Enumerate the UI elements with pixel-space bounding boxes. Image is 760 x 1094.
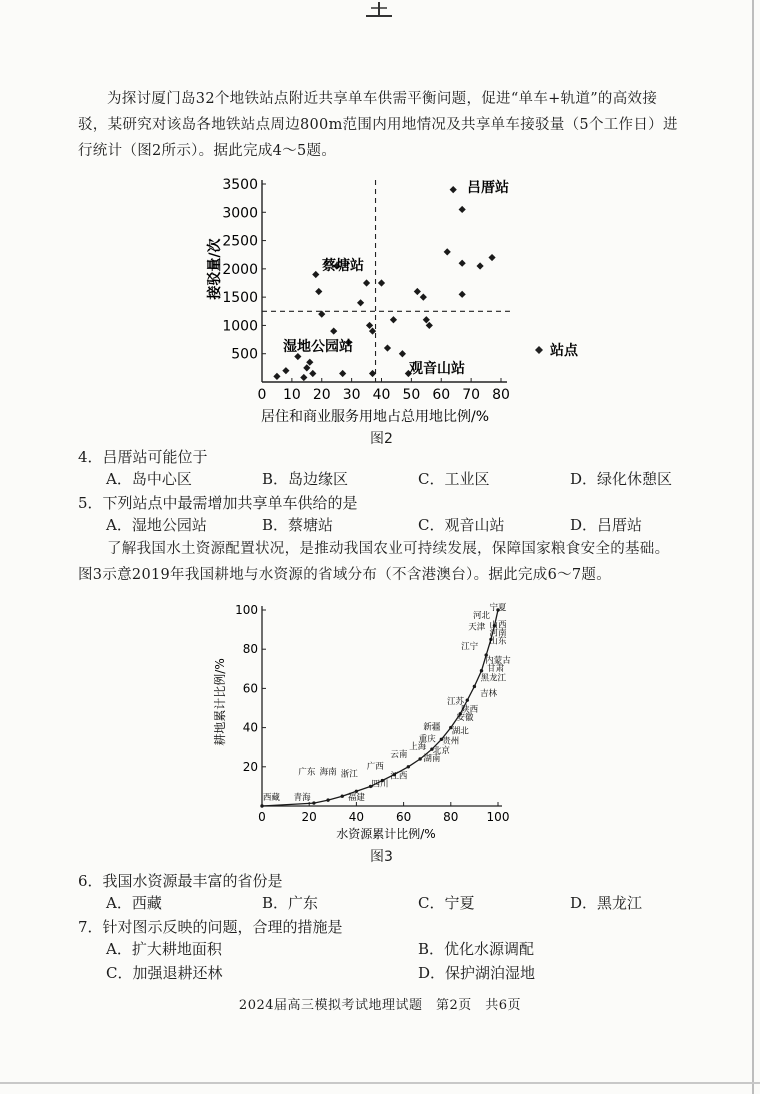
question-4-option-d[interactable]: D．绿化休憩区 (570, 470, 673, 488)
province-label: 青海 (293, 793, 311, 804)
y-tick-label: 80 (242, 642, 258, 657)
province-label: 贵州 (442, 736, 460, 747)
question-4-option-b[interactable]: B．岛边缘区 (262, 470, 349, 488)
scatter-point (459, 291, 466, 298)
y-tick-label: 60 (242, 681, 258, 696)
x-tick-label: 80 (443, 810, 459, 824)
province-label: 湖南 (423, 753, 441, 764)
scatter-point (426, 322, 433, 329)
scatter-point (309, 370, 316, 377)
scatter-point (414, 288, 421, 295)
scatter-point (366, 322, 373, 329)
scatter-point (420, 294, 427, 301)
x-tick-label: 50 (402, 387, 421, 403)
province-label: 新疆 (423, 722, 441, 733)
y-axis-label: 耕地累计比例/% (213, 658, 227, 746)
y-tick-label: 40 (242, 720, 258, 735)
scatter-point (300, 374, 307, 381)
y-tick-label: 500 (231, 346, 258, 363)
y-tick-label: 3000 (222, 205, 258, 222)
province-label: 黑龙江 (480, 673, 507, 684)
x-tick-label: 60 (432, 387, 451, 403)
province-label: 广东 (298, 767, 316, 778)
y-tick-label: 1500 (222, 290, 258, 307)
question-5-option-a[interactable]: A．湿地公园站 (106, 516, 207, 534)
y-tick-label: 2500 (222, 233, 258, 250)
province-label: 内蒙古 (485, 655, 511, 666)
scan-edge-bottom (0, 1082, 760, 1084)
question-6-option-b[interactable]: B．广东 (262, 894, 319, 912)
province-label: 山东 (489, 636, 507, 647)
province-label: 福建 (347, 793, 365, 804)
scatter-point (312, 271, 319, 278)
scatter-point (306, 359, 313, 366)
question-7-option-a[interactable]: A．扩大耕地面积 (106, 940, 222, 958)
y-axis-label: 接驳量/次 (207, 238, 223, 300)
x-tick-label: 10 (282, 387, 301, 403)
y-tick-label: 1000 (222, 318, 258, 335)
curve-point (473, 685, 476, 688)
curve-point (341, 795, 344, 798)
question-7-option-d[interactable]: D．保护湖泊湿地 (418, 964, 536, 982)
province-label: 河南 (489, 628, 507, 639)
x-tick-label: 20 (301, 810, 317, 824)
x-tick-label: 40 (372, 387, 391, 403)
province-label: 江宁 (461, 642, 479, 653)
x-tick-label: 0 (258, 810, 266, 824)
figure-2-caption: 图2 (370, 431, 393, 447)
page-footer: 2024届高三模拟考试地理试题 第2页 共6页 (238, 998, 522, 1013)
province-label: 上海 (409, 742, 427, 753)
scatter-point (459, 260, 466, 267)
province-label: 广西 (366, 761, 384, 772)
x-tick-label: 40 (348, 810, 365, 824)
question-4-option-c[interactable]: C．工业区 (418, 470, 490, 488)
scatter-point (378, 279, 385, 286)
province-label: 吉林 (480, 689, 498, 700)
curve-point (260, 804, 263, 807)
province-label: 河北 (472, 610, 490, 621)
question-7-option-c[interactable]: C．加强退耕还林 (106, 964, 223, 982)
province-label: 宁夏 (489, 603, 507, 613)
x-tick-label: 80 (492, 387, 510, 403)
scatter-point (488, 254, 495, 261)
scatter-point (339, 370, 346, 377)
y-tick-label: 3500 (222, 177, 258, 193)
province-label: 重庆 (418, 734, 436, 745)
label-lvcuo: 吕厝站 (467, 180, 509, 196)
question-4-stem: 4．吕厝站可能位于 (78, 448, 208, 466)
scatter-point (444, 248, 451, 255)
scatter-point (423, 316, 430, 323)
scatter-point (384, 344, 391, 351)
curve-point (418, 757, 421, 760)
label-shidi: 湿地公园站 (283, 339, 353, 355)
label-guanyin: 观音山站 (409, 361, 465, 377)
x-tick-label: 0 (257, 387, 267, 403)
y-tick-label: 20 (242, 759, 258, 774)
province-label: 海南 (319, 767, 337, 778)
province-label: 天津 (468, 622, 486, 633)
province-label: 山西 (489, 620, 507, 631)
province-label: 西藏 (262, 793, 280, 804)
question-7-stem: 7．针对图示反映的问题，合理的措施是 (78, 918, 343, 936)
y-tick-label: 100 (235, 603, 258, 617)
curve-point (466, 698, 469, 701)
province-label: 江苏 (447, 697, 465, 708)
province-label: 四川 (371, 779, 389, 790)
figure-3-caption: 图3 (370, 849, 393, 865)
legend-label: 站点 (550, 343, 578, 359)
scatter-point (330, 327, 337, 334)
question-5-option-d[interactable]: D．吕厝站 (570, 516, 643, 534)
province-label: 云南 (390, 750, 408, 760)
question-6-option-c[interactable]: C．宁夏 (418, 894, 475, 912)
curve-point (326, 798, 329, 801)
question-5-option-b[interactable]: B．蔡塘站 (262, 516, 334, 534)
scatter-point (273, 373, 280, 380)
scatter-point (399, 350, 406, 357)
scatter-point (459, 206, 466, 213)
y-tick-label: 2000 (222, 261, 258, 278)
passage-1: 为探讨厦门岛32个地铁站点附近共享单车供需平衡问题，促进“单车+轨道”的高效接驳，某研究对该岛各地铁站点周边800m范围内用地情况及共享单车接驳量（5个工作日）进行统计（图2所示）。据此完成4～5题。 (78, 91, 678, 159)
question-5-option-c[interactable]: C．观音山站 (418, 516, 505, 534)
scatter-point (476, 262, 483, 269)
x-axis-label: 居住和商业服务用地占总用地比例/% (260, 409, 490, 425)
x-tick-label: 60 (395, 810, 412, 824)
scatter-point (303, 364, 310, 371)
scatter-point (282, 367, 289, 374)
province-label: 江西 (390, 771, 408, 782)
question-4-option-a[interactable]: A．岛中心区 (106, 470, 192, 488)
legend (535, 342, 579, 359)
passage-2: 了解我国水土资源配置状况，是推动我国农业可持续发展，保障国家粮食安全的基础。图3示意2019年我国耕地与水资源的省域分布（不含港澳台）。据此完成6～7题。 (78, 541, 670, 583)
province-label: 安徽 (456, 712, 474, 723)
province-label: 甘肃 (487, 663, 505, 674)
province-label: 北京 (432, 746, 450, 757)
question-6-option-a[interactable]: A．西藏 (106, 894, 162, 912)
scatter-point (450, 186, 457, 193)
question-6-stem: 6．我国水资源最丰富的省份是 (78, 872, 283, 890)
scatter-point (390, 316, 397, 323)
scatter-point (315, 288, 322, 295)
x-tick-label: 20 (312, 387, 331, 403)
x-tick-label: 100 (486, 810, 510, 824)
figure-2-scatter (195, 172, 635, 430)
question-5-stem: 5．下列站点中最需增加共享单车供给的是 (78, 494, 358, 512)
scan-edge-right (752, 0, 754, 1094)
question-7-option-b[interactable]: B．优化水源调配 (418, 940, 535, 958)
curve-point (480, 669, 483, 672)
x-tick-label: 30 (342, 387, 361, 403)
scatter-point (363, 279, 370, 286)
x-tick-label: 70 (462, 387, 481, 403)
province-label: 浙江 (340, 769, 358, 780)
scatter-point (357, 299, 364, 306)
binding-mark (362, 0, 396, 22)
province-label: 湖北 (451, 726, 469, 737)
curve-point (407, 765, 410, 768)
figure-3-curve (208, 596, 528, 848)
province-label: 陕西 (461, 704, 479, 715)
label-caitang: 蔡塘站 (322, 258, 364, 274)
curve-point (312, 801, 315, 804)
x-axis-label: 水资源累计比例/% (336, 827, 436, 841)
question-6-option-d[interactable]: D．黑龙江 (570, 894, 643, 912)
